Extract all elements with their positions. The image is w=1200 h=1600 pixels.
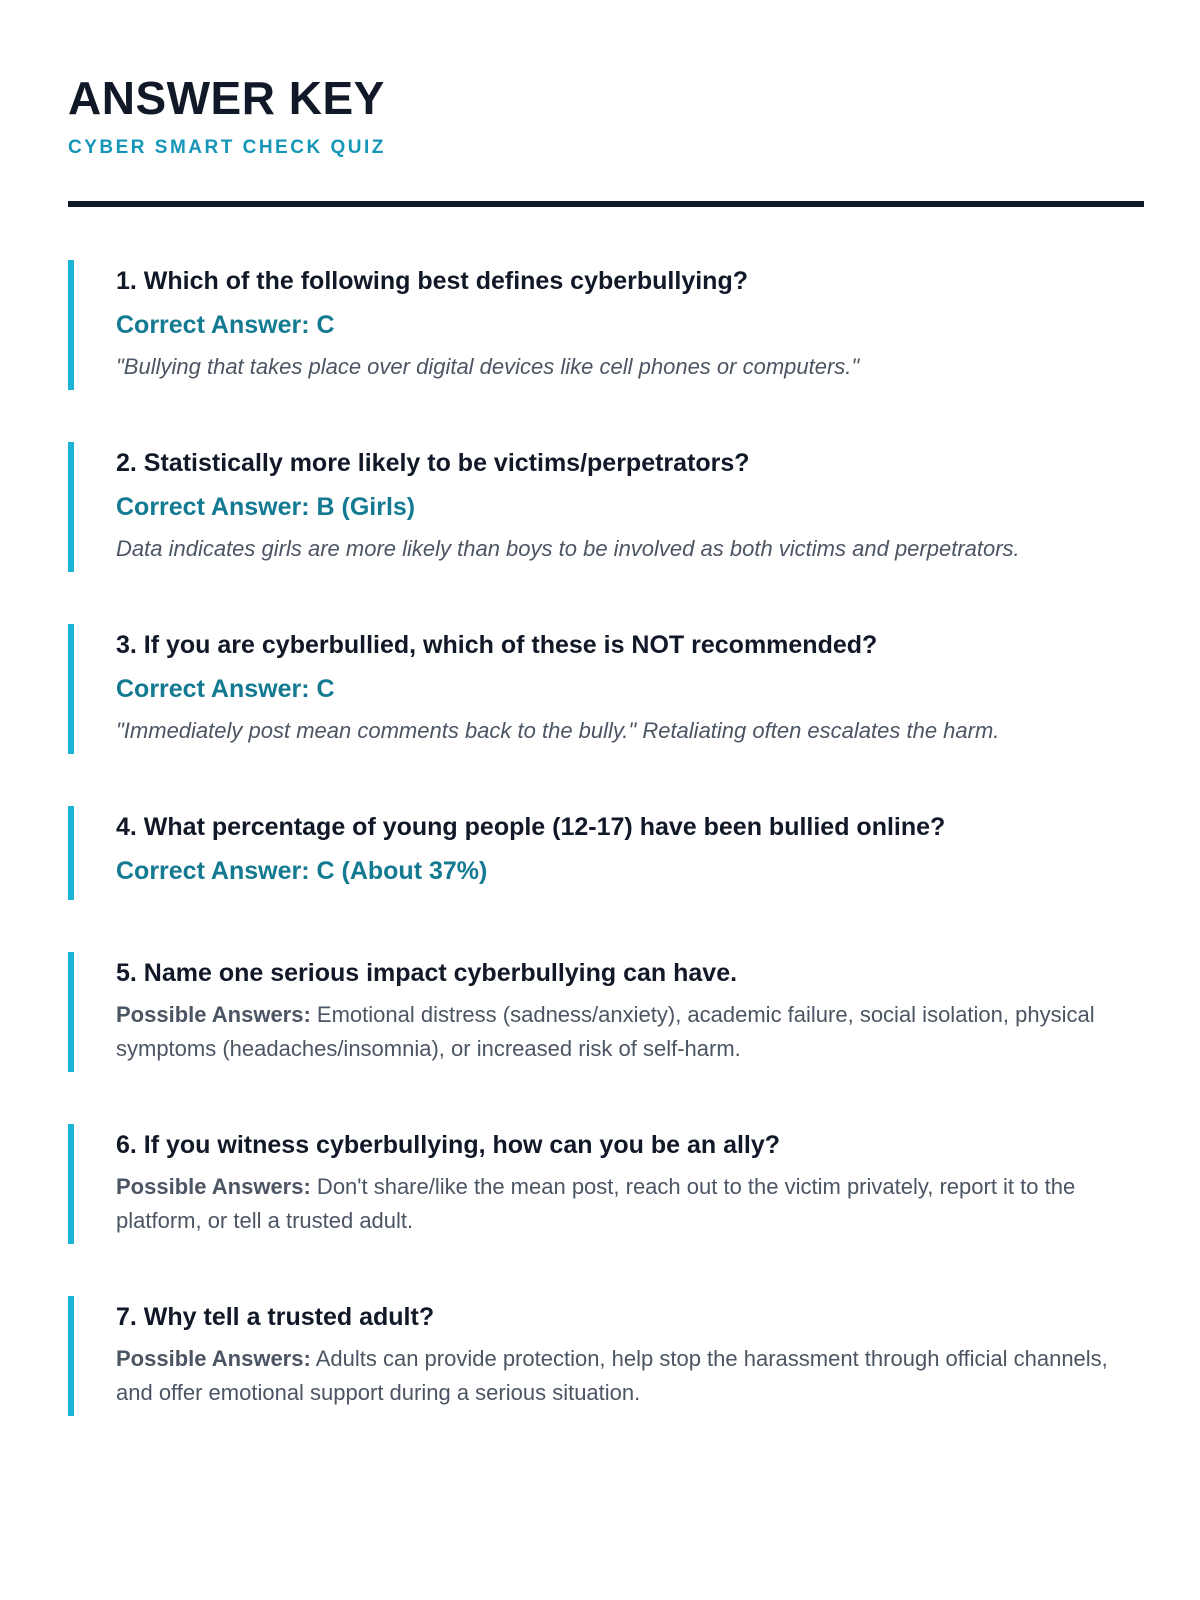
- question-title: 1. Which of the following best defines cyberbullying?: [116, 267, 748, 295]
- possible-answers-text: Don't share/like the mean post, reach out to the victim privately, report it to the platform, or tell a trusted adult.: [116, 1174, 1076, 1233]
- question-item-6: [68, 1124, 1144, 1244]
- possible-answers-text: Emotional distress (sadness/anxiety), academic failure, social isolation, physical symptoms (headaches/insomnia), or increased risk of self-harm.: [116, 1002, 1095, 1061]
- possible-answers-label: Possible Answers:: [116, 1002, 311, 1027]
- possible-answers-label: Possible Answers:: [116, 1174, 311, 1199]
- question-item-2: [68, 442, 1144, 572]
- possible-answers: [116, 1170, 1144, 1238]
- possible-answers-text: Adults can provide protection, help stop the harassment through official channels, and offer emotional support during a serious situation.: [116, 1346, 1108, 1405]
- correct-answer: Correct Answer: B (Girls): [116, 493, 416, 521]
- possible-answers: [116, 1342, 1144, 1410]
- answer-explanation: Data indicates girls are more likely than boys to be involved as both victims and perpetrators.: [116, 536, 1020, 561]
- question-title: 7. Why tell a trusted adult?: [116, 1303, 435, 1331]
- header: [68, 0, 1132, 207]
- question-title: 4. What percentage of young people (12-17) have been bullied online?: [116, 813, 946, 841]
- question-title: 6. If you witness cyberbullying, how can you be an ally?: [116, 1131, 781, 1159]
- question-item-1: [68, 260, 1144, 390]
- question-item-7: [68, 1296, 1144, 1416]
- possible-answers-label: Possible Answers:: [116, 1346, 311, 1371]
- question-title: 5. Name one serious impact cyberbullying can have.: [116, 959, 738, 987]
- page-title: ANSWER KEY: [68, 72, 385, 124]
- possible-answers: [116, 998, 1144, 1066]
- question-item-4: [68, 806, 1144, 900]
- question-item-3: [68, 624, 1144, 754]
- question-item-5: [68, 952, 1144, 1072]
- correct-answer: Correct Answer: C (About 37%): [116, 857, 488, 885]
- correct-answer: Correct Answer: C: [116, 311, 335, 339]
- answer-explanation: "Bullying that takes place over digital devices like cell phones or computers.": [116, 354, 860, 379]
- question-list: [68, 260, 1132, 1416]
- correct-answer: Correct Answer: C: [116, 675, 335, 703]
- header-divider: [68, 201, 1144, 207]
- question-title: 3. If you are cyberbullied, which of these is NOT recommended?: [116, 631, 878, 659]
- page-subtitle: CYBER SMART CHECK QUIZ: [68, 137, 386, 158]
- answer-explanation: "Immediately post mean comments back to the bully." Retaliating often escalates the harm.: [116, 718, 1000, 743]
- question-title: 2. Statistically more likely to be victims/perpetrators?: [116, 449, 750, 477]
